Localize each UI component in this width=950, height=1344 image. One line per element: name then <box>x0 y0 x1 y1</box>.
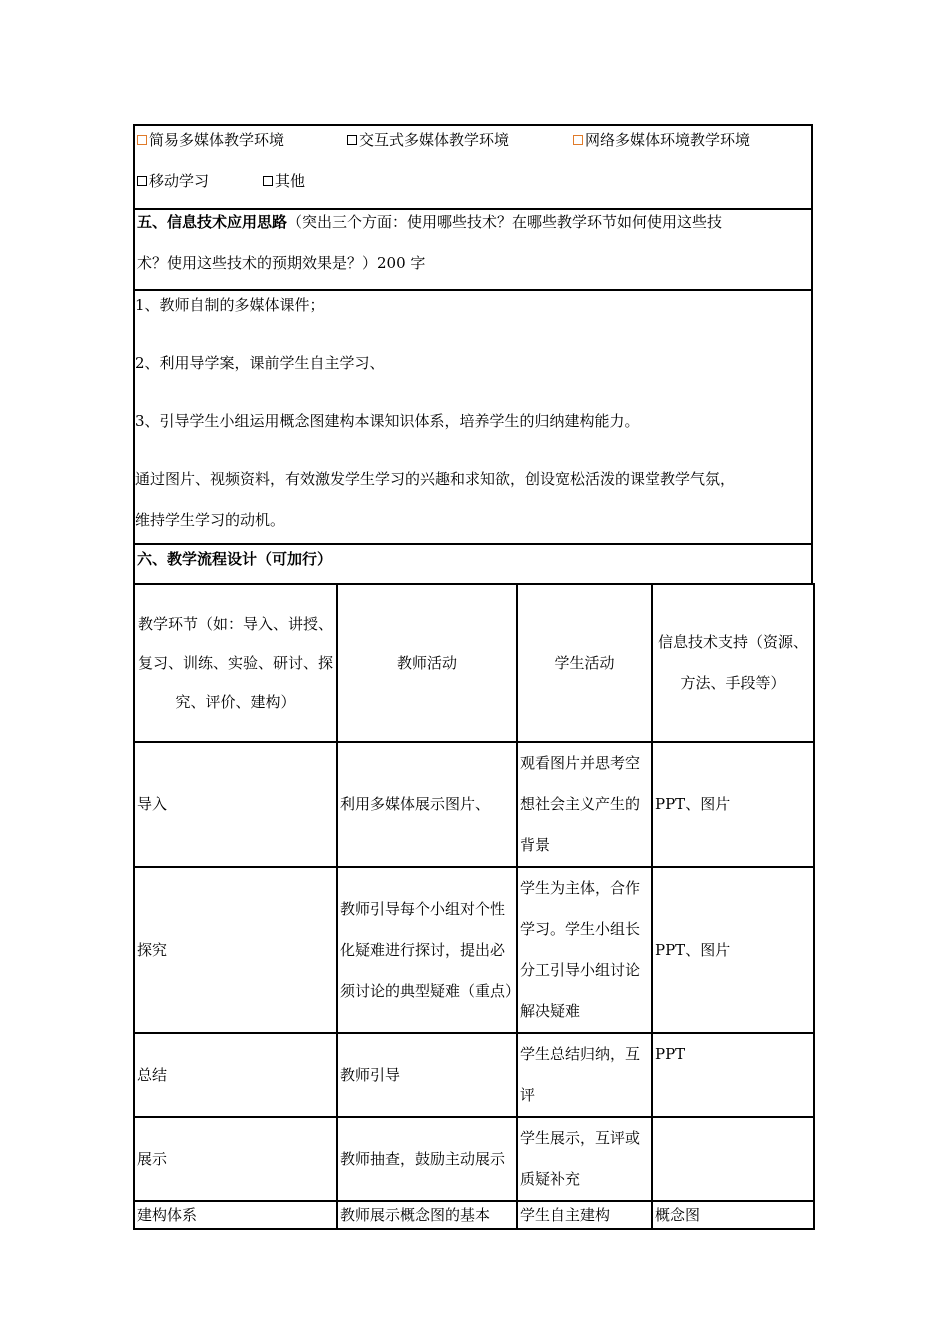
cell-it: 概念图 <box>652 1201 814 1229</box>
cell-stage: 总结 <box>134 1033 337 1117</box>
cell-it <box>652 1117 814 1201</box>
checkbox-icon[interactable] <box>347 135 357 145</box>
checkbox-icon[interactable] <box>137 176 147 186</box>
checkbox-icon[interactable] <box>573 135 583 145</box>
table-row <box>134 742 814 867</box>
section-5-body <box>133 289 813 543</box>
document <box>133 124 813 1230</box>
cell-teacher: 利用多媒体展示图片、 <box>337 742 517 867</box>
cell-it: PPT <box>652 1033 814 1117</box>
table-row <box>134 867 814 1033</box>
section-5-heading <box>133 208 813 289</box>
cell-student: 观看图片并思考空想社会主义产生的背景 <box>517 742 652 867</box>
option-network-multimedia[interactable]: 网络多媒体环境教学环境 <box>573 130 750 150</box>
cell-it: PPT、图片 <box>652 742 814 867</box>
checkbox-icon[interactable] <box>137 135 147 145</box>
paragraph-4-line2: 维持学生学习的动机。 <box>135 511 286 529</box>
section-6-heading <box>133 543 813 583</box>
section-6-title: 六、教学流程设计（可加行） <box>137 550 333 568</box>
cell-student: 学生总结归纳，互评 <box>517 1033 652 1117</box>
cell-stage: 建构体系 <box>134 1201 337 1229</box>
cell-teacher: 教师展示概念图的基本 <box>337 1201 517 1229</box>
paragraph-4-line1: 通过图片、视频资料，有效激发学生学习的兴趣和求知欲，创设宽松活泼的课堂教学气氛， <box>135 470 736 488</box>
cell-stage: 导入 <box>134 742 337 867</box>
option-mobile-learning[interactable]: 移动学习 <box>137 171 209 191</box>
paragraph-3: 3、引导学生小组运用概念图建构本课知识体系，培养学生的归纳建构能力。 <box>135 412 640 430</box>
checkbox-icon[interactable] <box>263 176 273 186</box>
section-5-note-line2: 术？使用这些技术的预期效果是？）200 字 <box>137 254 426 272</box>
cell-teacher: 教师引导 <box>337 1033 517 1117</box>
cell-student: 学生展示，互评或质疑补充 <box>517 1117 652 1201</box>
cell-student: 学生自主建构 <box>517 1201 652 1229</box>
cell-student: 学生为主体，合作学习。学生小组长分工引导小组讨论解决疑难 <box>517 867 652 1033</box>
cell-teacher: 教师抽查，鼓励主动展示 <box>337 1117 517 1201</box>
table-header-row <box>134 584 814 742</box>
section-5-title: 五、信息技术应用思路 <box>137 213 288 231</box>
cell-stage: 展示 <box>134 1117 337 1201</box>
option-simple-multimedia[interactable]: 简易多媒体教学环境 <box>137 130 284 150</box>
paragraph-2: 2、利用导学案，课前学生自主学习、 <box>135 354 385 372</box>
header-stage: 教学环节（如：导入、讲授、复习、训练、实验、研讨、探究、评价、建构） <box>134 584 337 742</box>
cell-teacher: 教师引导每个小组对个性化疑难进行探讨，提出必须讨论的典型疑难（重点） <box>337 867 517 1033</box>
table-row <box>134 1117 814 1201</box>
header-teacher-activity: 教师活动 <box>337 584 517 742</box>
option-interactive-multimedia[interactable]: 交互式多媒体教学环境 <box>347 130 509 150</box>
section-5-note: （突出三个方面：使用哪些技术？在哪些教学环节如何使用这些技 <box>287 213 723 231</box>
teaching-flow-table <box>133 583 815 1230</box>
cell-stage: 探究 <box>134 867 337 1033</box>
table-row <box>134 1201 814 1229</box>
option-other[interactable]: 其他 <box>263 171 305 191</box>
header-student-activity: 学生活动 <box>517 584 652 742</box>
paragraph-1: 1、教师自制的多媒体课件； <box>135 296 325 314</box>
table-row <box>134 1033 814 1117</box>
cell-it: PPT、图片 <box>652 867 814 1033</box>
environment-options <box>133 124 813 208</box>
header-it-support: 信息技术支持（资源、方法、手段等） <box>652 584 814 742</box>
